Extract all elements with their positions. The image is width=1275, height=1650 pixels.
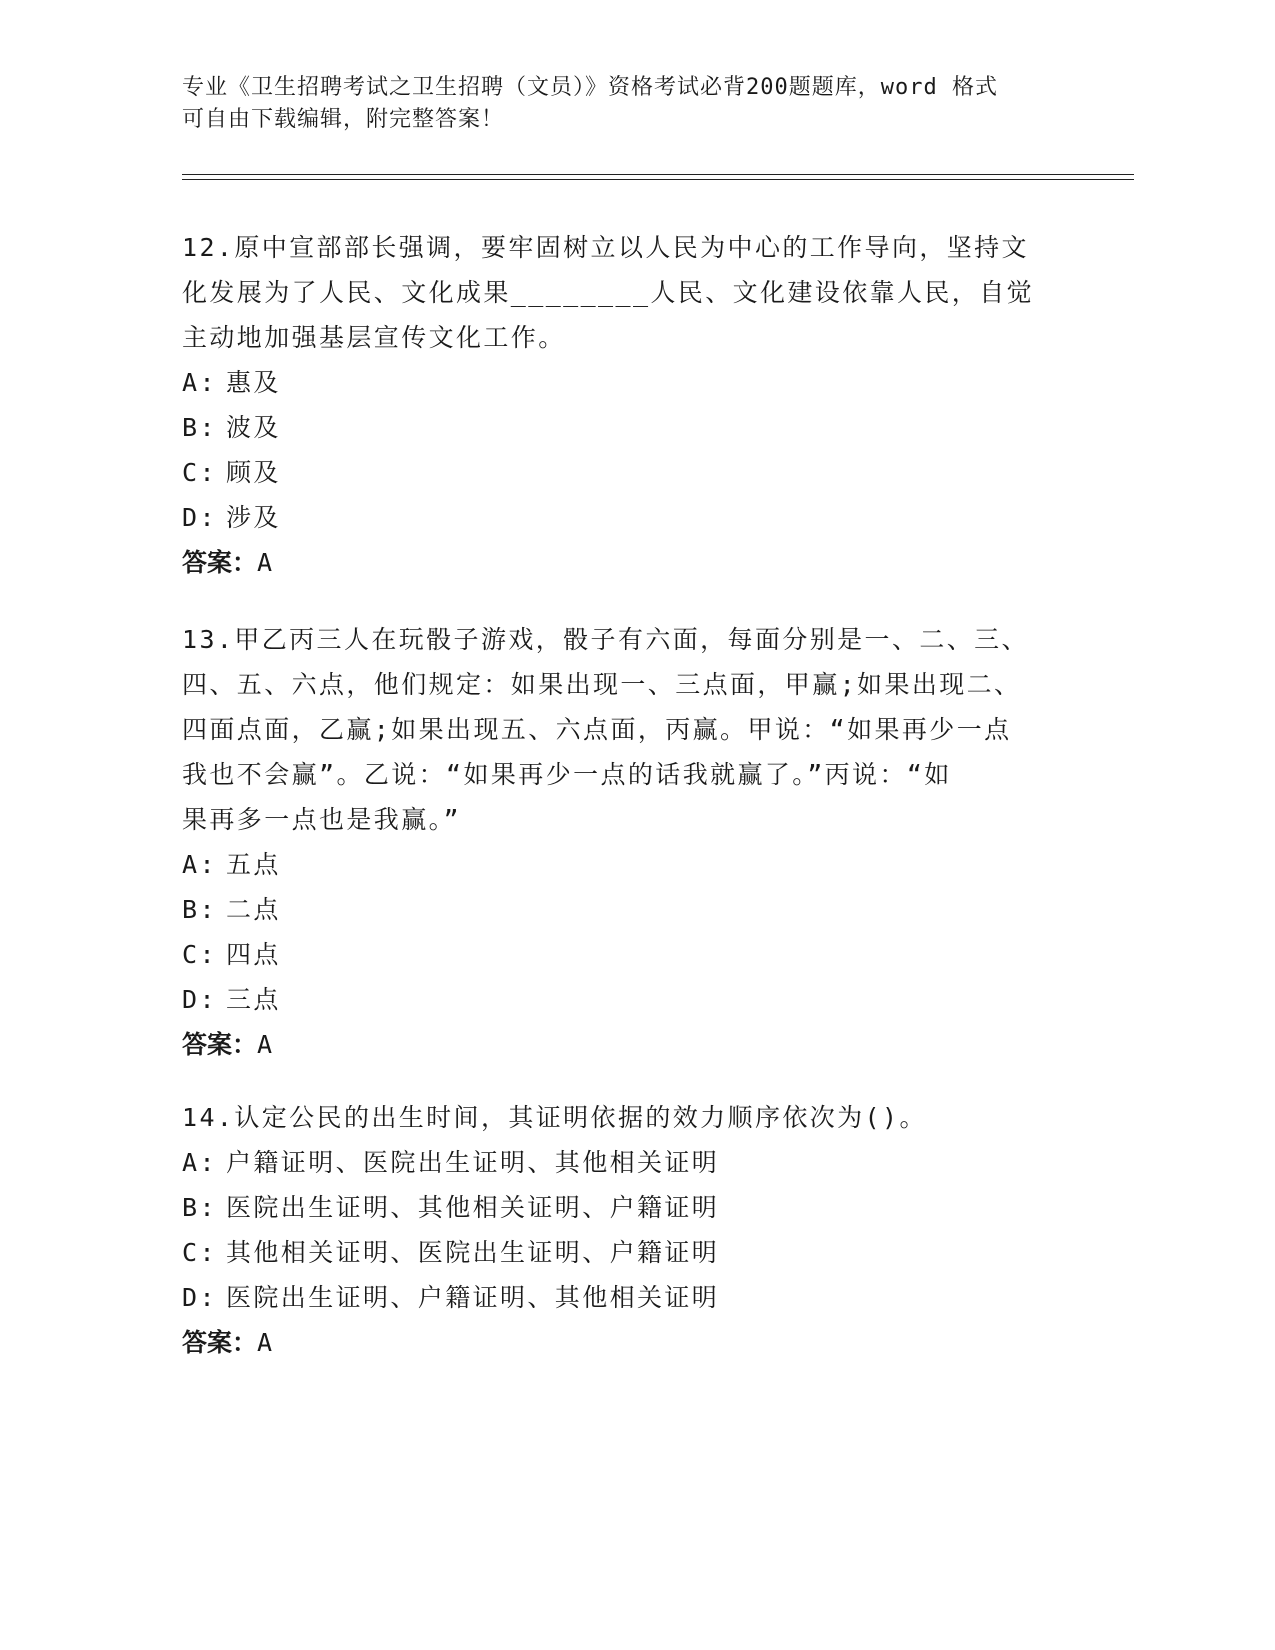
option-a bbox=[182, 360, 1062, 405]
answer-line bbox=[182, 1320, 1062, 1365]
answer-value: A bbox=[257, 1328, 273, 1357]
question-stem bbox=[182, 617, 1062, 842]
option-b bbox=[182, 405, 1062, 450]
stem-line: 化发展为了人民、文化成果________人民、文化建设依靠人民，自觉 bbox=[182, 278, 1035, 307]
answer-label: 答案： bbox=[182, 548, 258, 577]
stem-line: 我也不会赢”。乙说：“如果再少一点的话我就赢了。”丙说：“如 bbox=[182, 760, 952, 789]
header-divider-bottom bbox=[182, 179, 1134, 180]
option-key: C: bbox=[182, 458, 217, 487]
question-stem bbox=[182, 1095, 1062, 1140]
option-key: D: bbox=[182, 1283, 217, 1312]
stem-line: 主动地加强基层宣传文化工作。 bbox=[182, 323, 566, 352]
answer-label: 答案： bbox=[182, 1030, 258, 1059]
option-d bbox=[182, 977, 1062, 1022]
option-d bbox=[182, 1275, 1062, 1320]
option-b bbox=[182, 1185, 1062, 1230]
option-text: 医院出生证明、其他相关证明、户籍证明 bbox=[226, 1193, 720, 1222]
question-stem bbox=[182, 225, 1062, 360]
option-text: 户籍证明、医院出生证明、其他相关证明 bbox=[226, 1148, 720, 1177]
option-text: 医院出生证明、户籍证明、其他相关证明 bbox=[226, 1283, 720, 1312]
option-text: 惠及 bbox=[226, 368, 281, 397]
option-key: B: bbox=[182, 413, 217, 442]
stem-line: 四、五、六点，他们规定：如果出现一、三点面，甲赢;如果出现二、 bbox=[182, 670, 1022, 699]
option-d bbox=[182, 495, 1062, 540]
option-key: B: bbox=[182, 895, 217, 924]
option-key: D: bbox=[182, 503, 217, 532]
stem-line: 12.原中宣部部长强调，要牢固树立以人民为中心的工作导向，坚持文 bbox=[182, 233, 1029, 262]
header-line-1: 专业《卫生招聘考试之卫生招聘（文员）》资格考试必背200题题库，word 格式 bbox=[182, 75, 998, 100]
answer-line bbox=[182, 1022, 1062, 1067]
option-text: 顾及 bbox=[226, 458, 281, 487]
option-text: 其他相关证明、医院出生证明、户籍证明 bbox=[226, 1238, 720, 1267]
option-text: 波及 bbox=[226, 413, 281, 442]
stem-line: 四面点面，乙赢;如果出现五、六点面，丙赢。甲说：“如果再少一点 bbox=[182, 715, 1012, 744]
option-key: B: bbox=[182, 1193, 217, 1222]
question-12 bbox=[182, 225, 1062, 585]
option-key: D: bbox=[182, 985, 217, 1014]
option-text: 三点 bbox=[226, 985, 281, 1014]
question-13 bbox=[182, 617, 1062, 1067]
question-14 bbox=[182, 1095, 1062, 1365]
header-line-2: 可自由下载编辑，附完整答案！ bbox=[182, 107, 505, 132]
answer-line bbox=[182, 540, 1062, 585]
option-text: 四点 bbox=[226, 940, 281, 969]
header-divider-top bbox=[182, 174, 1134, 175]
option-c bbox=[182, 932, 1062, 977]
document-header bbox=[182, 72, 1062, 136]
option-key: A: bbox=[182, 1148, 217, 1177]
option-text: 涉及 bbox=[226, 503, 281, 532]
option-a bbox=[182, 1140, 1062, 1185]
option-b bbox=[182, 887, 1062, 932]
stem-line: 14.认定公民的出生时间，其证明依据的效力顺序依次为()。 bbox=[182, 1103, 927, 1132]
option-text: 二点 bbox=[226, 895, 281, 924]
option-text: 五点 bbox=[226, 850, 281, 879]
option-key: C: bbox=[182, 940, 217, 969]
stem-line: 13.甲乙丙三人在玩骰子游戏，骰子有六面，每面分别是一、二、三、 bbox=[182, 625, 1029, 654]
option-a bbox=[182, 842, 1062, 887]
option-key: C: bbox=[182, 1238, 217, 1267]
option-key: A: bbox=[182, 850, 217, 879]
answer-value: A bbox=[257, 1030, 273, 1059]
answer-value: A bbox=[257, 548, 273, 577]
stem-line: 果再多一点也是我赢。” bbox=[182, 805, 461, 834]
option-key: A: bbox=[182, 368, 217, 397]
option-c bbox=[182, 450, 1062, 495]
answer-label: 答案： bbox=[182, 1328, 258, 1357]
option-c bbox=[182, 1230, 1062, 1275]
